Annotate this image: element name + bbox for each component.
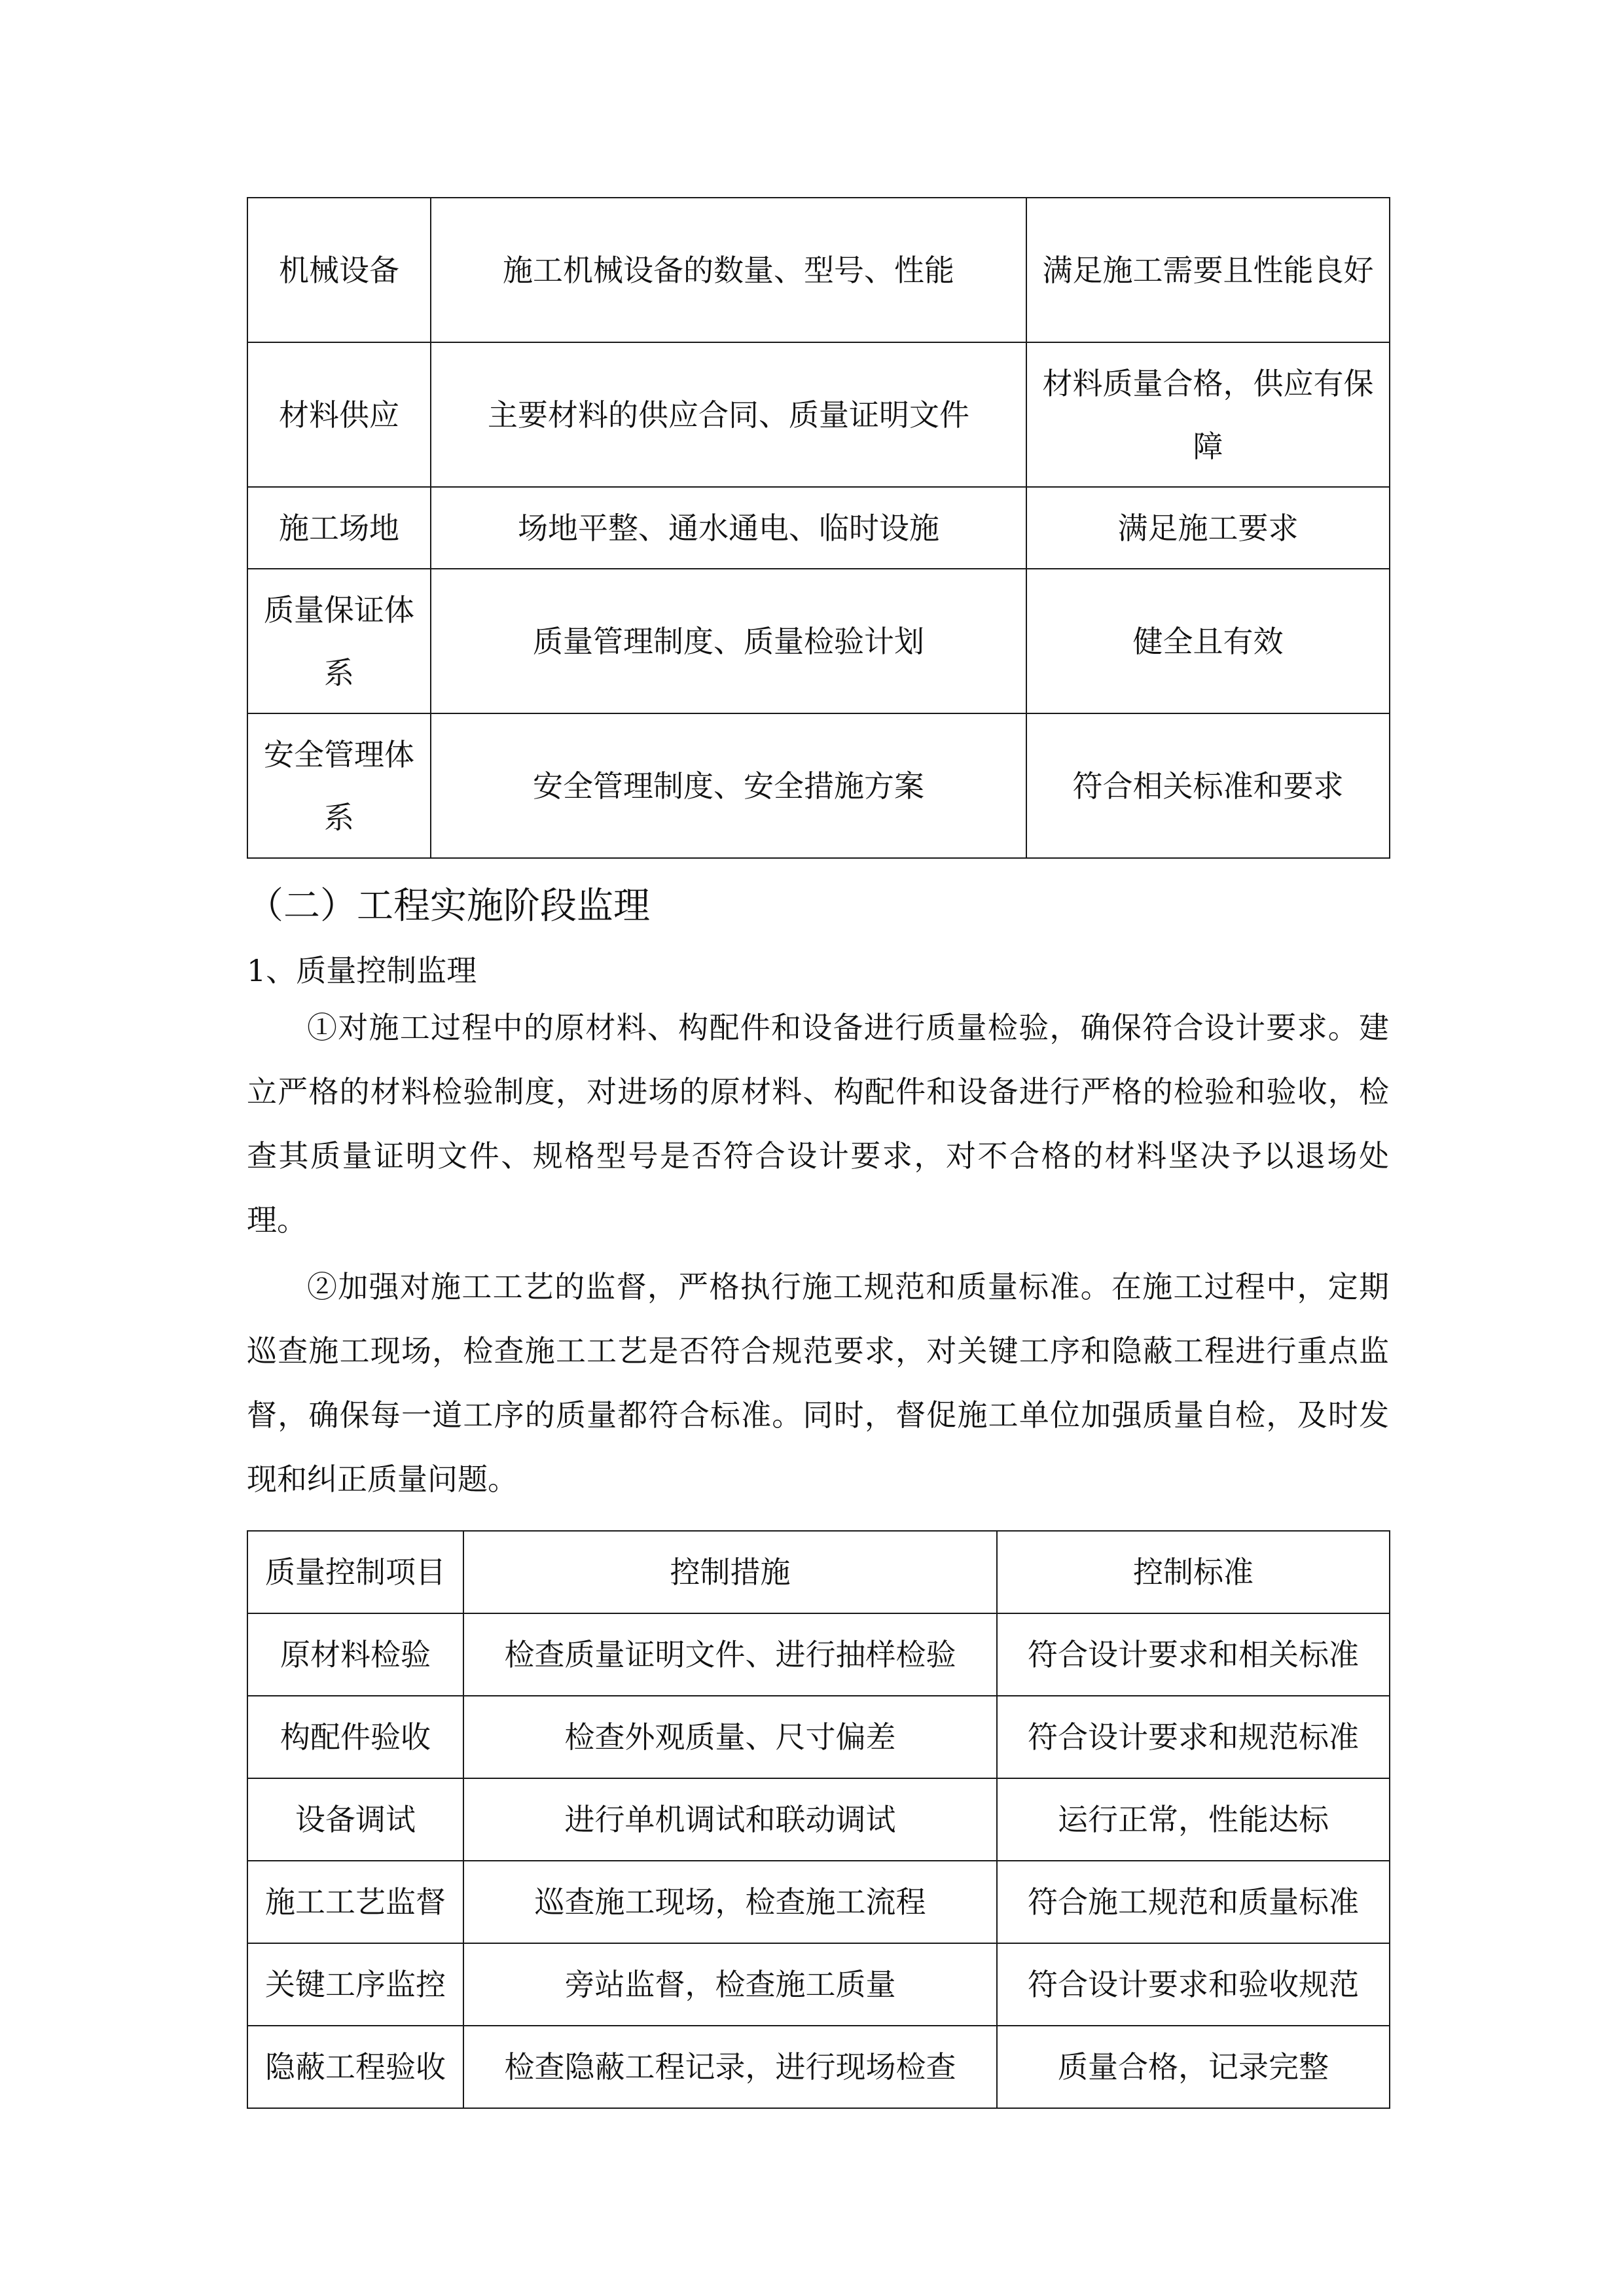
table-cell-measure: 进行单机调试和联动调试 [463,1778,997,1861]
table-cell-standard: 质量合格，记录完整 [997,2026,1390,2108]
paragraph: ②加强对施工工艺的监督，严格执行施工规范和质量标准。在施工过程中，定期巡查施工现场，检查施工工艺是否符合规范要求，对关键工序和隐蔽工程进行重点监督，确保每一道工序的质量都符合标准。同时，督促施工单位加强质量自检，及时发现和纠正质量问题。 [247,1269,1389,1497]
table-cell-standard: 符合相关标准和要求 [1026,713,1390,858]
table-row [247,1861,1390,1943]
table-cell-standard: 符合施工规范和质量标准 [997,1861,1390,1943]
table-row [247,342,1390,487]
table-cell-content: 质量管理制度、质量检验计划 [431,569,1026,713]
table-cell-item: 安全管理体系 [247,713,431,858]
table-header-cell: 质量控制项目 [247,1531,463,1613]
table-cell-standard: 健全且有效 [1026,569,1390,713]
table-cell-standard: 符合设计要求和规范标准 [997,1696,1390,1778]
table-cell-content: 安全管理制度、安全措施方案 [431,713,1026,858]
table-row [247,1778,1390,1861]
table-cell-item: 材料供应 [247,342,431,487]
table-row [247,569,1390,713]
table-cell-content: 施工机械设备的数量、型号、性能 [431,198,1026,342]
table-row [247,1696,1390,1778]
table-row [247,1943,1390,2026]
table-cell-standard: 符合设计要求和相关标准 [997,1613,1390,1696]
table-header-row [247,1531,1390,1613]
table-cell-item: 隐蔽工程验收 [247,2026,463,2108]
table-cell-item: 施工场地 [247,487,431,569]
table-cell-standard: 符合设计要求和验收规范 [997,1943,1390,2026]
preparation-check-table [247,197,1390,859]
table-cell-standard: 满足施工需要且性能良好 [1026,198,1390,342]
table-cell-standard: 运行正常，性能达标 [997,1778,1390,1861]
table-cell-measure: 巡查施工现场，检查施工流程 [463,1861,997,1943]
table-row [247,2026,1390,2108]
table-cell-item: 构配件验收 [247,1696,463,1778]
table-row [247,198,1390,342]
table-cell-measure: 检查外观质量、尺寸偏差 [463,1696,997,1778]
table-header-cell: 控制措施 [463,1531,997,1613]
table-row [247,1613,1390,1696]
table-cell-item: 质量保证体系 [247,569,431,713]
table-row [247,487,1390,569]
table-cell-standard: 满足施工要求 [1026,487,1390,569]
quality-control-table [247,1530,1390,2109]
table-header-cell: 控制标准 [997,1531,1390,1613]
section-heading: （二）工程实施阶段监理 [247,885,650,927]
table-cell-content: 场地平整、通水通电、临时设施 [431,487,1026,569]
table-cell-measure: 检查质量证明文件、进行抽样检验 [463,1613,997,1696]
sub-heading: 1、质量控制监理 [247,953,477,988]
paragraph: ①对施工过程中的原材料、构配件和设备进行质量检验，确保符合设计要求。建立严格的材料检验制度，对进场的原材料、构配件和设备进行严格的检验和验收，检查其质量证明文件、规格型号是否符合设计要求，对不合格的材料坚决予以退场处理。 [247,1010,1389,1238]
table-cell-measure: 旁站监督，检查施工质量 [463,1943,997,2026]
table-cell-item: 原材料检验 [247,1613,463,1696]
table-row [247,713,1390,858]
table-cell-standard: 材料质量合格，供应有保障 [1026,342,1390,487]
table-cell-item: 设备调试 [247,1778,463,1861]
table-cell-content: 主要材料的供应合同、质量证明文件 [431,342,1026,487]
table-cell-item: 关键工序监控 [247,1943,463,2026]
table-cell-measure: 检查隐蔽工程记录，进行现场检查 [463,2026,997,2108]
table-cell-item: 施工工艺监督 [247,1861,463,1943]
table-cell-item: 机械设备 [247,198,431,342]
